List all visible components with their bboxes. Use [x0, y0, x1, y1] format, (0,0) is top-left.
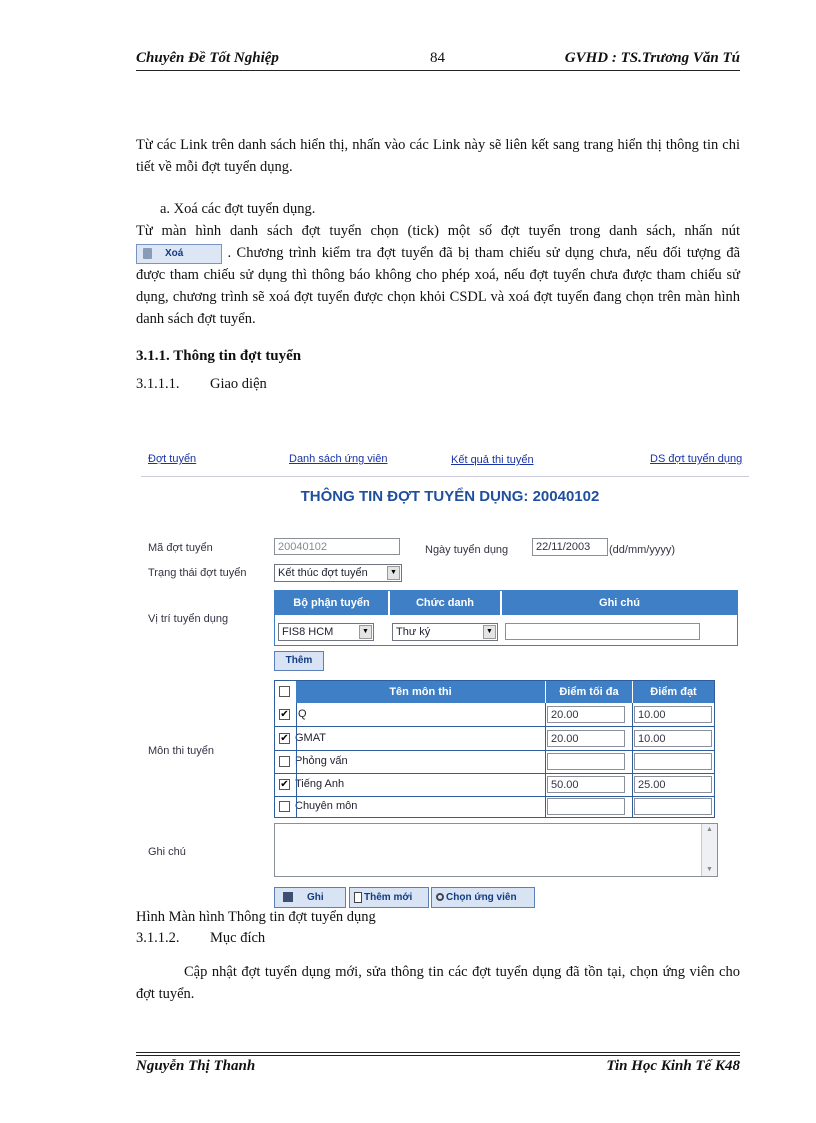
date-format-hint: (dd/mm/yyyy) — [609, 544, 675, 556]
header-left: Chuyên Đề Tốt Nghiệp — [136, 50, 279, 66]
ngay-tuyen-dung-input[interactable]: 22/11/2003 — [532, 538, 608, 556]
trang-thai-value: Kết thúc đợt tuyển — [278, 567, 368, 579]
chon-ung-vien-button-label: Chọn ứng viên — [446, 892, 517, 903]
exam-name: Chuyên môn — [295, 800, 358, 812]
row-checkbox[interactable]: ✔ — [280, 779, 289, 790]
chuc-danh-value: Thư ký — [396, 626, 431, 638]
nav-link-dot-tuyen[interactable]: Đợt tuyển — [148, 453, 197, 465]
select-all-checkbox[interactable] — [279, 686, 290, 697]
paragraph-2-before: Từ màn hình danh sách đợt tuyển chọn (tick) một số đợt tuyển trong danh sách, nhấn nút — [136, 223, 740, 239]
vi-tri-label: Vị trí tuyển dụng — [148, 613, 229, 625]
chuc-danh-select[interactable] — [392, 623, 498, 641]
ma-dot-label: Mã đợt tuyển — [148, 542, 213, 554]
trash-icon — [143, 248, 152, 259]
diem-dat-input[interactable] — [634, 753, 712, 770]
footer-rule-top — [136, 1052, 740, 1053]
exam-name: Tiếng Anh — [295, 778, 345, 790]
chevron-down-icon: ▼ — [387, 566, 400, 580]
exam-header-diem-dat: Điểm đạt — [633, 681, 714, 703]
ghi-button-label: Ghi — [307, 892, 324, 903]
table-row — [274, 727, 715, 751]
save-icon — [283, 892, 293, 902]
diem-dat-input[interactable]: 10.00 — [634, 730, 712, 747]
pos-header-bo-phan: Bộ phận tuyển — [275, 591, 388, 615]
header-rule — [136, 70, 740, 71]
footer-right: Tin Học Kinh Tế K48 — [606, 1058, 740, 1074]
exam-name: GMAT — [295, 732, 326, 744]
bo-phan-select[interactable] — [278, 623, 374, 641]
subsection-1-number: 3.1.1.1. — [136, 376, 180, 392]
ma-dot-input[interactable]: 20040102 — [274, 538, 400, 555]
header-right: GVHD : TS.Trương Văn Tú — [564, 50, 740, 66]
chevron-down-icon: ▼ — [483, 625, 496, 639]
xoa-button-label: Xoá — [165, 247, 184, 259]
paragraph-3: Cập nhật đợt tuyển dụng mới, sửa thông tin các đợt tuyển dụng đã tồn tại, chọn ứng viên cho đợt tuyển. — [136, 964, 740, 1002]
exam-header-ten-mon: Tên môn thi — [296, 681, 545, 703]
bo-phan-value: FIS8 HCM — [282, 626, 334, 638]
table-row — [274, 795, 715, 818]
nav-link-danh-sach-ung-vien[interactable]: Danh sách ứng viên — [289, 453, 388, 465]
ngay-tuyen-dung-label: Ngày tuyển dụng — [425, 544, 509, 556]
subsection-1-title: Giao diện — [210, 376, 267, 392]
page-number: 84 — [430, 50, 445, 66]
scroll-down-icon[interactable]: ▼ — [706, 866, 713, 873]
row-checkbox[interactable] — [279, 801, 290, 812]
ghi-chu-label: Ghi chú — [148, 846, 186, 858]
table-row — [274, 703, 715, 727]
diem-toi-da-input[interactable]: 20.00 — [547, 730, 625, 747]
subsection-2-title: Mục đích — [210, 930, 266, 946]
pos-header-ghi-chu: Ghi chú — [502, 591, 737, 615]
trang-thai-select[interactable] — [274, 564, 402, 582]
scrollbar[interactable] — [701, 824, 717, 876]
subsection-2-number: 3.1.1.2. — [136, 930, 180, 946]
nav-divider — [141, 476, 749, 477]
screenshot-figure — [141, 440, 749, 910]
search-icon — [436, 893, 444, 901]
mon-thi-label: Môn thi tuyển — [148, 745, 215, 757]
footer-left: Nguyễn Thị Thanh — [136, 1058, 256, 1074]
list-item-a: a. Xoá các đợt tuyển dụng. — [160, 201, 316, 217]
chevron-down-icon: ▼ — [359, 625, 372, 639]
diem-toi-da-input[interactable]: 50.00 — [547, 776, 625, 793]
exam-name: Phỏng vấn — [295, 755, 348, 767]
table-row — [274, 773, 715, 797]
new-document-icon — [354, 892, 362, 903]
ghi-button[interactable] — [274, 887, 346, 908]
trang-thai-label: Trạng thái đợt tuyển — [148, 567, 247, 579]
them-moi-button[interactable] — [349, 887, 429, 908]
xoa-button[interactable] — [136, 244, 222, 264]
section-heading: 3.1.1. Thông tin đợt tuyển — [136, 348, 302, 364]
diem-toi-da-input[interactable] — [547, 753, 625, 770]
diem-toi-da-input[interactable]: 20.00 — [547, 706, 625, 723]
ghi-chu-position-input[interactable] — [505, 623, 700, 640]
nav-link-ds-dot-tuyen-dung[interactable]: DS đợt tuyển dụng — [650, 453, 743, 465]
paragraph-2 — [136, 220, 740, 330]
diem-dat-input[interactable] — [634, 798, 712, 815]
footer-rule-bottom — [136, 1055, 740, 1056]
diem-toi-da-input[interactable] — [547, 798, 625, 815]
ghi-chu-textarea[interactable] — [274, 823, 718, 877]
scroll-up-icon[interactable]: ▲ — [706, 826, 713, 833]
form-title: THÔNG TIN ĐỢT TUYỂN DỤNG: 20040102 — [300, 488, 600, 505]
diem-dat-input[interactable]: 10.00 — [634, 706, 712, 723]
paragraph-1: Từ các Link trên danh sách hiển thị, nhấn vào các Link này sẽ liên kết sang trang hiển thị thông tin chi tiết về mỗi đợt tuyển dụng. — [136, 137, 740, 175]
them-button[interactable]: Thêm — [274, 651, 324, 671]
figure-caption: Hình Màn hình Thông tin đợt tuyển dụng — [136, 909, 376, 925]
diem-dat-input[interactable]: 25.00 — [634, 776, 712, 793]
nav-link-ket-qua-thi-tuyen[interactable]: Kết quả thi tuyển — [451, 454, 534, 466]
chon-ung-vien-button[interactable] — [431, 887, 535, 908]
them-moi-button-label: Thêm mới — [364, 892, 413, 903]
exam-header-diem-toi-da: Điểm tối đa — [546, 681, 632, 703]
pos-header-chuc-danh: Chức danh — [390, 591, 500, 615]
paragraph-2-after: . Chương trình kiểm tra đợt tuyển đã bị tham chiếu sử dụng chưa, nếu đối tượng đã được tham chiếu sử dụng thì thông báo không cho phép xoá, nếu đợt tuyển chưa được tham chiếu sử dụng, chương trình sẽ xoá đợt tuyển được chọn khỏi CSDL và xoá đợt tuyển đang chọn trên màn hình danh sách đợt tuyển. — [136, 245, 741, 327]
row-checkbox[interactable]: ✔ — [280, 733, 289, 744]
row-checkbox[interactable] — [279, 756, 290, 767]
table-row — [274, 750, 715, 774]
exam-name: IQ — [295, 708, 307, 720]
row-checkbox[interactable]: ✔ — [280, 709, 289, 720]
